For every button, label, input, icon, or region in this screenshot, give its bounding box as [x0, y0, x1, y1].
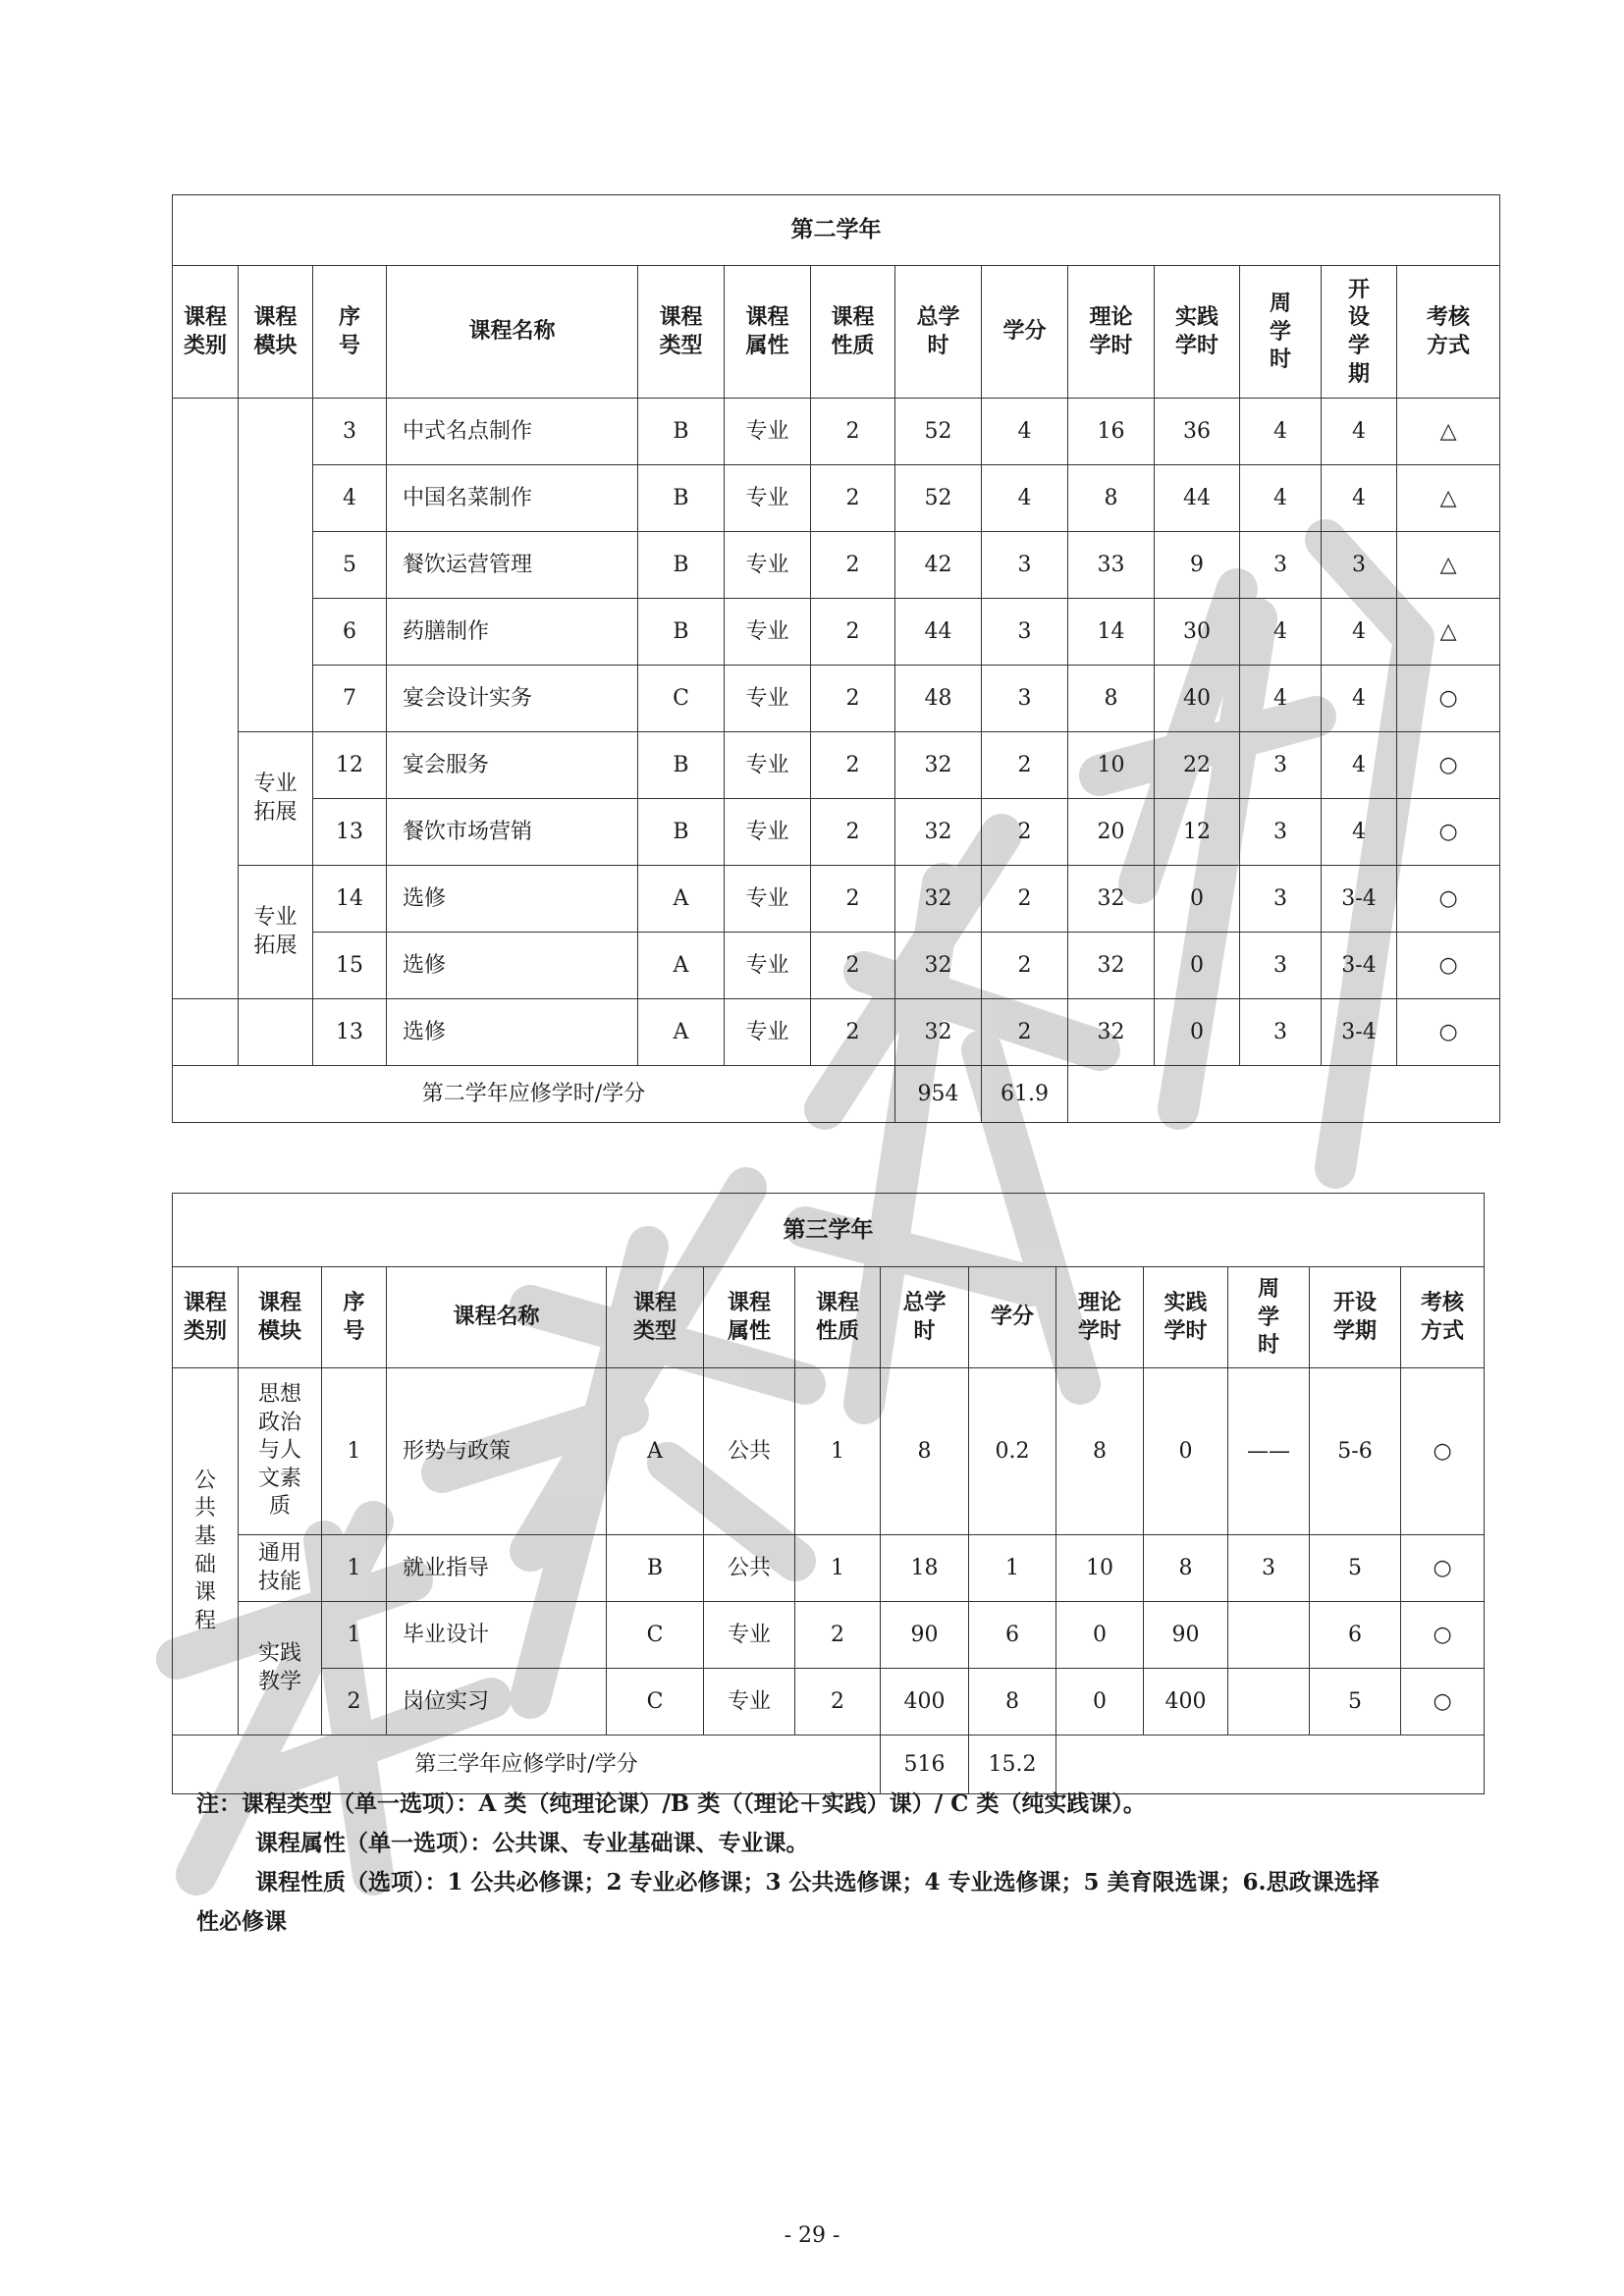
practice-cell: 40 [1155, 666, 1240, 732]
course-name: 药膳制作 [387, 599, 638, 666]
summary-blank [1068, 1066, 1500, 1123]
assess-cell: ○ [1397, 999, 1500, 1066]
category-cell [173, 1368, 239, 1735]
assess-cell: ○ [1397, 933, 1500, 999]
module-cell [239, 999, 313, 1066]
module-cell [239, 1602, 322, 1735]
nature-cell: 1 [795, 1535, 881, 1602]
header-credit: 学分 [982, 266, 1068, 399]
attr-cell: 专业 [725, 799, 811, 866]
seq-cell: 2 [322, 1669, 387, 1735]
year3-title: 第三学年 [173, 1194, 1485, 1267]
module-cell [239, 399, 313, 732]
category-cell [173, 999, 239, 1066]
credit-cell: 1 [969, 1535, 1056, 1602]
module-cell [239, 1368, 322, 1535]
table-row [173, 732, 1500, 799]
attr-cell: 公共 [704, 1535, 795, 1602]
type-cell: C [638, 666, 725, 732]
type-cell: B [638, 465, 725, 532]
practice-cell: 36 [1155, 399, 1240, 465]
summary-label: 第二学年应修学时/学分 [173, 1066, 895, 1123]
theory-cell: 32 [1068, 999, 1155, 1066]
total-cell: 44 [895, 599, 982, 666]
theory-cell: 14 [1068, 599, 1155, 666]
theory-cell: 32 [1068, 866, 1155, 933]
seq-cell: 14 [313, 866, 387, 933]
category-cell [173, 399, 239, 999]
weekly-cell: 3 [1240, 799, 1322, 866]
header-practice-hours: 实践学时 [1174, 304, 1218, 358]
course-name: 岗位实习 [387, 1669, 607, 1735]
header-weekly-hours: 周学时 [1269, 291, 1291, 373]
weekly-cell: 3 [1240, 999, 1322, 1066]
attr-cell: 专业 [725, 666, 811, 732]
table-row [173, 399, 1500, 465]
weekly-cell: 4 [1240, 666, 1322, 732]
practice-cell: 400 [1144, 1669, 1228, 1735]
seq-cell: 1 [322, 1368, 387, 1535]
seq-cell: 15 [313, 933, 387, 999]
theory-cell: 8 [1068, 666, 1155, 732]
practice-cell: 30 [1155, 599, 1240, 666]
header-type: 课程类型 [632, 1290, 677, 1344]
theory-cell: 20 [1068, 799, 1155, 866]
year2-title: 第二学年 [173, 195, 1500, 266]
assess-cell: △ [1397, 532, 1500, 599]
weekly-cell: 3 [1240, 933, 1322, 999]
header-practice-hours: 实践学时 [1164, 1290, 1208, 1344]
assess-cell: ○ [1401, 1535, 1485, 1602]
assess-cell: ○ [1401, 1368, 1485, 1535]
practice-cell: 12 [1155, 799, 1240, 866]
weekly-cell [1228, 1669, 1310, 1735]
course-name: 宴会设计实务 [387, 666, 638, 732]
practice-cell: 0 [1155, 999, 1240, 1066]
type-cell: B [607, 1535, 704, 1602]
attr-cell: 专业 [704, 1669, 795, 1735]
attr-cell: 专业 [725, 399, 811, 465]
total-cell: 8 [881, 1368, 969, 1535]
total-cell: 32 [895, 732, 982, 799]
practice-cell: 22 [1155, 732, 1240, 799]
credit-cell: 8 [969, 1669, 1056, 1735]
total-cell: 32 [895, 999, 982, 1066]
module-label: 专业拓展 [253, 904, 298, 958]
attr-cell: 公共 [704, 1368, 795, 1535]
term-cell: 3-4 [1322, 933, 1397, 999]
header-seq: 序号 [343, 1290, 365, 1344]
year2-table [172, 194, 1500, 1123]
attr-cell: 专业 [725, 999, 811, 1066]
theory-cell: 8 [1056, 1368, 1144, 1535]
credit-cell: 2 [982, 999, 1068, 1066]
term-cell: 4 [1322, 799, 1397, 866]
module-label: 通用技能 [257, 1540, 301, 1594]
total-cell: 52 [895, 465, 982, 532]
nature-cell: 1 [795, 1368, 881, 1535]
module-cell [239, 866, 313, 999]
total-cell: 90 [881, 1602, 969, 1669]
theory-cell: 32 [1068, 933, 1155, 999]
weekly-cell: 4 [1240, 399, 1322, 465]
attr-cell: 专业 [725, 866, 811, 933]
assess-cell: ○ [1397, 799, 1500, 866]
theory-cell: 33 [1068, 532, 1155, 599]
attr-cell: 专业 [725, 933, 811, 999]
nature-cell: 2 [811, 799, 895, 866]
total-cell: 52 [895, 399, 982, 465]
total-cell: 32 [895, 933, 982, 999]
credit-cell: 2 [982, 799, 1068, 866]
year3-header-row [173, 1267, 1485, 1368]
theory-cell: 10 [1056, 1535, 1144, 1602]
nature-cell: 2 [795, 1669, 881, 1735]
year3-table [172, 1193, 1485, 1794]
table-row [173, 532, 1500, 599]
note-course-type: 注：课程类型（单一选项）：A 类（纯理论课）/B 类（（理论＋实践）课）/ C 类（纯实践课）。 [196, 1790, 1146, 1817]
table-row [173, 1535, 1485, 1602]
term-cell: 5-6 [1310, 1368, 1401, 1535]
course-name: 宴会服务 [387, 732, 638, 799]
header-weekly-hours: 周学时 [1257, 1276, 1279, 1359]
header-name: 课程名称 [387, 1267, 607, 1368]
theory-cell: 0 [1056, 1602, 1144, 1669]
term-cell: 3-4 [1322, 999, 1397, 1066]
attr-cell: 专业 [725, 532, 811, 599]
nature-cell: 2 [811, 532, 895, 599]
credit-cell: 3 [982, 599, 1068, 666]
page-number: - 29 - [784, 2223, 840, 2248]
practice-cell: 0 [1155, 866, 1240, 933]
course-name: 中国名菜制作 [387, 465, 638, 532]
seq-cell: 12 [313, 732, 387, 799]
type-cell: C [607, 1669, 704, 1735]
header-nature: 课程性质 [831, 304, 875, 358]
nature-cell: 2 [811, 599, 895, 666]
nature-cell: 2 [811, 933, 895, 999]
summary-hours: 954 [895, 1066, 982, 1123]
table-row [173, 465, 1500, 532]
header-type: 课程类型 [659, 304, 703, 358]
credit-cell: 2 [982, 866, 1068, 933]
header-module: 课程模块 [253, 304, 298, 358]
header-attr: 课程属性 [727, 1290, 771, 1344]
header-assessment: 考核方式 [1427, 304, 1471, 358]
module-label: 思想政治与人文素质 [257, 1382, 301, 1520]
seq-cell: 4 [313, 465, 387, 532]
nature-cell: 2 [811, 999, 895, 1066]
seq-cell: 5 [313, 532, 387, 599]
total-cell: 32 [895, 799, 982, 866]
header-attr: 课程属性 [745, 304, 789, 358]
summary-credits: 61.9 [982, 1066, 1068, 1123]
weekly-cell: 3 [1228, 1535, 1310, 1602]
practice-cell: 0 [1144, 1368, 1228, 1535]
credit-cell: 2 [982, 732, 1068, 799]
type-cell: B [638, 399, 725, 465]
module-label: 专业拓展 [253, 771, 298, 825]
seq-cell: 13 [313, 799, 387, 866]
seq-cell: 3 [313, 399, 387, 465]
assess-cell: ○ [1401, 1602, 1485, 1669]
credit-cell: 0.2 [969, 1368, 1056, 1535]
course-name: 就业指导 [387, 1535, 607, 1602]
header-theory-hours: 理论学时 [1077, 1290, 1121, 1344]
header-assessment: 考核方式 [1421, 1290, 1465, 1344]
module-cell [239, 732, 313, 866]
type-cell: A [607, 1368, 704, 1535]
theory-cell: 10 [1068, 732, 1155, 799]
term-cell: 6 [1310, 1602, 1401, 1669]
seq-cell: 6 [313, 599, 387, 666]
table-row [173, 1368, 1485, 1535]
header-seq: 序号 [338, 304, 360, 358]
course-name: 形势与政策 [387, 1368, 607, 1535]
practice-cell: 44 [1155, 465, 1240, 532]
assess-cell: ○ [1401, 1669, 1485, 1735]
term-cell: 3-4 [1322, 866, 1397, 933]
summary-credits: 15.2 [969, 1735, 1056, 1794]
nature-cell: 2 [811, 399, 895, 465]
attr-cell: 专业 [725, 465, 811, 532]
type-cell: B [638, 532, 725, 599]
year2-header-row [173, 266, 1500, 399]
attr-cell: 专业 [704, 1602, 795, 1669]
module-cell [239, 1535, 322, 1602]
nature-cell: 2 [811, 732, 895, 799]
weekly-cell: 3 [1240, 532, 1322, 599]
note-course-nature: 课程性质（选项）：1 公共必修课；2 专业必修课；3 公共选修课；4 专业选修课；5 美育限选课；6.思政课选择 [255, 1869, 1380, 1896]
seq-cell: 13 [313, 999, 387, 1066]
total-cell: 42 [895, 532, 982, 599]
term-cell: 4 [1322, 399, 1397, 465]
table-row [173, 666, 1500, 732]
header-term: 开设学期 [1332, 1290, 1377, 1344]
header-credit: 学分 [969, 1267, 1056, 1368]
table-row [173, 799, 1500, 866]
total-cell: 32 [895, 866, 982, 933]
header-total-hours: 总学时 [916, 304, 960, 358]
weekly-cell [1228, 1602, 1310, 1669]
header-total-hours: 总学时 [902, 1290, 947, 1344]
table-row [173, 866, 1500, 933]
header-theory-hours: 理论学时 [1089, 304, 1133, 358]
nature-cell: 2 [811, 465, 895, 532]
practice-cell: 90 [1144, 1602, 1228, 1669]
term-cell: 4 [1322, 465, 1397, 532]
credit-cell: 4 [982, 399, 1068, 465]
practice-cell: 8 [1144, 1535, 1228, 1602]
assess-cell: ○ [1397, 666, 1500, 732]
course-name: 选修 [387, 999, 638, 1066]
category-label: 公共基础课程 [193, 1468, 216, 1633]
table-row [173, 999, 1500, 1066]
weekly-cell: 4 [1240, 599, 1322, 666]
table-row [173, 1669, 1485, 1735]
term-cell: 5 [1310, 1535, 1401, 1602]
seq-cell: 7 [313, 666, 387, 732]
assess-cell: ○ [1397, 732, 1500, 799]
credit-cell: 3 [982, 532, 1068, 599]
total-cell: 48 [895, 666, 982, 732]
attr-cell: 专业 [725, 599, 811, 666]
theory-cell: 16 [1068, 399, 1155, 465]
type-cell: A [638, 933, 725, 999]
note-course-nature-cont: 性必修课 [196, 1908, 287, 1935]
course-name: 中式名点制作 [387, 399, 638, 465]
header-category: 课程类别 [183, 1290, 227, 1344]
module-label: 实践教学 [257, 1640, 301, 1694]
course-name: 餐饮运营管理 [387, 532, 638, 599]
header-category: 课程类别 [183, 304, 227, 358]
header-term: 开设学期 [1347, 276, 1370, 387]
seq-cell: 1 [322, 1535, 387, 1602]
course-name: 选修 [387, 933, 638, 999]
seq-cell: 1 [322, 1602, 387, 1669]
assess-cell: ○ [1397, 866, 1500, 933]
course-name: 毕业设计 [387, 1602, 607, 1669]
weekly-cell: 4 [1240, 465, 1322, 532]
weekly-cell: 3 [1240, 732, 1322, 799]
type-cell: B [638, 732, 725, 799]
assess-cell: △ [1397, 465, 1500, 532]
practice-cell: 9 [1155, 532, 1240, 599]
total-cell: 18 [881, 1535, 969, 1602]
type-cell: A [638, 866, 725, 933]
assess-cell: △ [1397, 599, 1500, 666]
table-row [173, 599, 1500, 666]
term-cell: 4 [1322, 599, 1397, 666]
header-name: 课程名称 [387, 266, 638, 399]
course-name: 餐饮市场营销 [387, 799, 638, 866]
term-cell: 4 [1322, 666, 1397, 732]
summary-row [173, 1066, 1500, 1123]
theory-cell: 0 [1056, 1669, 1144, 1735]
attr-cell: 专业 [725, 732, 811, 799]
header-module: 课程模块 [257, 1290, 301, 1344]
credit-cell: 6 [969, 1602, 1056, 1669]
note-course-attr: 课程属性（单一选项）：公共课、专业基础课、专业课。 [255, 1830, 809, 1856]
term-cell: 4 [1322, 732, 1397, 799]
nature-cell: 2 [811, 666, 895, 732]
practice-cell: 0 [1155, 933, 1240, 999]
total-cell: 400 [881, 1669, 969, 1735]
table-row [173, 1602, 1485, 1669]
type-cell: B [638, 599, 725, 666]
course-name: 选修 [387, 866, 638, 933]
type-cell: C [607, 1602, 704, 1669]
header-nature: 课程性质 [815, 1290, 859, 1344]
nature-cell: 2 [795, 1602, 881, 1669]
nature-cell: 2 [811, 866, 895, 933]
weekly-cell: —— [1228, 1368, 1310, 1535]
term-cell: 3 [1322, 532, 1397, 599]
type-cell: B [638, 799, 725, 866]
table-row [173, 933, 1500, 999]
credit-cell: 2 [982, 933, 1068, 999]
theory-cell: 8 [1068, 465, 1155, 532]
credit-cell: 3 [982, 666, 1068, 732]
credit-cell: 4 [982, 465, 1068, 532]
summary-hours: 516 [881, 1735, 969, 1794]
weekly-cell: 3 [1240, 866, 1322, 933]
notes [196, 1785, 1502, 1942]
type-cell: A [638, 999, 725, 1066]
term-cell: 5 [1310, 1669, 1401, 1735]
assess-cell: △ [1397, 399, 1500, 465]
summary-label: 第三学年应修学时/学分 [173, 1735, 881, 1794]
